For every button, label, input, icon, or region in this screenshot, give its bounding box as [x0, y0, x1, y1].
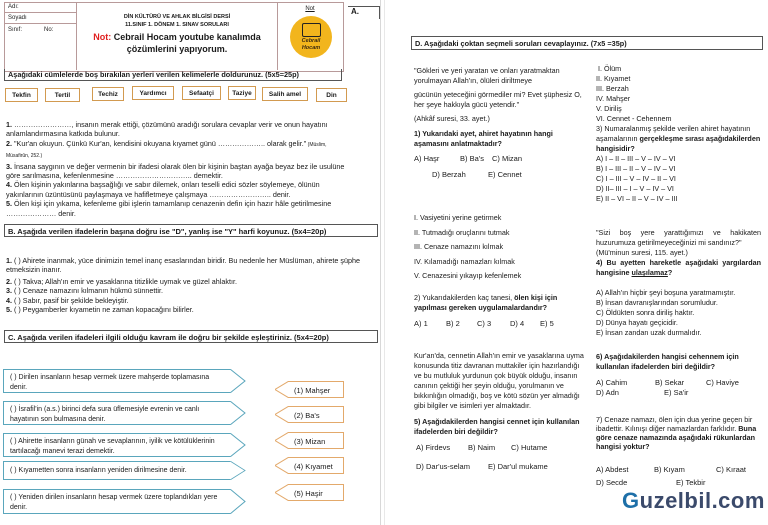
word-box: Din — [316, 88, 347, 102]
passage: Kur'an'da, cennetin Allah'ın emir ve yasaklarına uyma konusunda titiz davranan muttakiler için hazırlandığı ve bu mutluluk yurdunun çok büyük olduğu, insanın canının çektiği her şeyin olduğu, yorulmanın ve bıkkınlığın olmadığı, boş ve kötü sözün yer almadığı gibi bilgiler ve isimleri yer almaktadır. — [414, 351, 584, 410]
option-d[interactable]: D) Adn — [596, 388, 619, 397]
tf-item: 4. ( ) Sabır, pasif bir şekilde bekleyiştir. — [6, 295, 129, 305]
option-b[interactable]: B) 2 — [446, 318, 460, 328]
exam-title — [77, 2, 278, 70]
class-field[interactable]: Sınıf: No: — [4, 24, 76, 36]
option-b[interactable]: B) Naim — [468, 443, 496, 452]
option-a[interactable]: A) Abdest — [596, 465, 629, 474]
question-7 — [596, 415, 761, 488]
arrow-left-icon — [275, 381, 289, 398]
option-d[interactable]: D) Dünya hayatı geçicidir. — [596, 318, 678, 327]
option-e[interactable]: E) Cennet — [488, 170, 522, 179]
option-e[interactable]: E) Sa'ir — [664, 388, 689, 397]
option-b[interactable]: B) Sekar — [655, 378, 685, 387]
option-c[interactable]: C) Kıraat — [716, 465, 747, 474]
arrow-right-icon — [230, 369, 246, 393]
statement-list: I. Vasiyetini yerine getirmek II. Tutmadığı oruçlarını tutmak III. Cenaze namazını kılmak IV. Kılamadığı namazları kılmak V. Cenazesini yıkayıp kefenlemek — [414, 213, 522, 280]
page-divider — [380, 0, 381, 525]
question-text: 2) Yukarıdakilerden kaç tanesi, ölen kişi için yapılması gereken uygulamalardandır? — [414, 292, 558, 312]
question-1: "Gökleri ve yeri yaratan ve onları yaratmaktan yorulmayan Allah'ın, ölüleri diriltmeye gücünün yeteceğini görmediler mi? Evet şüphesiz O, her şeye hakkıyla gücü yetendir." (Ahkâf suresi, 33. ayet.) 1) Yukarıdaki ayet, ahiret hayatının hangi aşamasını anlatmaktadır? A) Haşr B) Ba's C) Mizan D) Berzah E) Cennet — [414, 66, 586, 180]
match-concept: (4) Kıyamet — [288, 457, 344, 474]
arrow-right-icon — [230, 489, 246, 514]
option-a[interactable]: A) Cahim — [596, 378, 628, 387]
question-4 — [596, 228, 761, 338]
option-b[interactable]: B) Ba's — [460, 154, 484, 163]
note-text: Not: Cebrail Hocam youtube kanalımda çözümlerini yapıyorum. — [93, 32, 261, 54]
verse-source: (Ahkâf suresi, 33. ayet.) — [414, 114, 490, 123]
option-b[interactable]: B) I – III – II – V – IV – VI — [596, 164, 676, 173]
tf-item: 1. ( ) Ahirete inanmak, yüce dinimizin temel inanç esaslarından biridir. Bu nedenle her Müslüman, ahirete şüphe etmeksizin inanır. — [6, 256, 360, 275]
question-5 — [414, 351, 584, 472]
exam-subtitle: 11.SINIF 1. DÖNEM 1. SINAV SORULARI — [125, 22, 229, 28]
match-statement: ( ) Dirilen insanların hesap vermek üzere mahşerde toplamasına denir. — [3, 369, 231, 393]
verse: "Sizi boş yere yarattığımızı ve hakikaten huzurumuza getirilmeyeceğinizi mi sandınız?" — [596, 228, 761, 247]
question-6 — [596, 352, 761, 398]
options-row — [414, 462, 584, 472]
option-a[interactable]: A) Allah'ın hiçbir şeyi boşuna yaratmamıştır. — [596, 288, 736, 297]
tf-item: 3. ( ) Cenaze namazını kılmanın hükmü sünnettir. — [6, 286, 164, 296]
section-a-label: A. — [348, 6, 380, 19]
option-b[interactable]: B) İnsan davranışlarından sorumludur. — [596, 298, 718, 307]
option-e[interactable]: E) İnsan zandan uzak durmalıdır. — [596, 328, 702, 337]
arrow-left-icon — [275, 406, 289, 423]
question-3 — [596, 64, 766, 204]
fill-item: 1. ……………………, insanın merak ettiği, çözümünü aradığı sorulara cevaplar verir ve onun hayatını anlamlandırmasına katkıda bulunur. — [6, 120, 328, 139]
options-row — [596, 378, 761, 388]
option-a[interactable]: A) Firdevs — [416, 443, 451, 452]
arrow-right-icon — [230, 401, 246, 425]
course-title: DİN KÜLTÜRÜ VE AHLAK BİLGİSİ DERSİ — [123, 14, 231, 20]
option-d[interactable]: D) Dar'us-selam — [416, 462, 470, 471]
word-box: Sefaatçi — [182, 86, 221, 100]
option-d[interactable]: D) II– III – I – V – IV – VI — [596, 184, 674, 193]
page-divider — [384, 0, 385, 525]
match-concept: (1) Mahşer — [288, 381, 344, 398]
arrow-left-icon — [275, 432, 289, 449]
grade-box — [278, 2, 342, 70]
cebrail-hocam-logo: Cebrail Hocam — [290, 16, 332, 58]
arrow-left-icon — [275, 484, 289, 501]
guzelbil-watermark: Guzelbil.com — [622, 488, 765, 513]
match-concept: (2) Ba's — [288, 406, 344, 423]
question-text: 6) Aşağıdakilerden hangisi cehennem için kullanılan ifadelerden biri değildir? — [596, 352, 739, 371]
match-statement: ( ) Yeniden dirilen insanların hesap vermek üzere toplandıkları yere denir. — [3, 489, 231, 514]
match-concept: (3) Mizan — [288, 432, 344, 449]
match-concept: (5) Haşir — [288, 484, 344, 501]
question-2 — [414, 211, 586, 329]
word-box: Tekfin — [5, 88, 38, 102]
option-e[interactable]: E) II – VI – II – V – IV – III — [596, 194, 678, 203]
options-row — [596, 478, 761, 488]
option-d[interactable]: D) Secde — [596, 478, 628, 487]
tf-item: 2. ( ) Takva; Allah'ın emir ve yasaklarına titizlikle uymak ve güzel ahlaktır. — [6, 276, 237, 286]
option-e[interactable]: E) 5 — [540, 318, 554, 328]
stage-list: I. Ölüm II. Kıyamet III. Berzah IV. Mahşer V. Diriliş VI. Cennet - Cehennem — [596, 64, 672, 123]
option-c[interactable]: C) Mizan — [492, 154, 523, 163]
student-info — [4, 2, 77, 70]
tf-item: 5. ( ) Peygamberler kıyametin ne zaman kopacağını bilirler. — [6, 305, 194, 315]
verse-source: (Mü'minun suresi, 115. ayet.) — [596, 248, 688, 257]
options-row — [414, 443, 584, 453]
option-c[interactable]: C) Öldükten sonra diriliş haktır. — [596, 308, 695, 317]
match-statement: ( ) Ahirette insanların günah ve sevaplarının, iyilik ve kötülüklerinin tartılacağı manevi terazi demektir. — [3, 433, 231, 457]
number-field[interactable]: No: — [44, 27, 54, 33]
true-false-questions — [6, 256, 366, 314]
question-text: 5) Aşağıdakilerden hangisi cennet için kullanılan ifadelerden biri değildir? — [414, 417, 580, 436]
arrow-right-icon — [230, 461, 246, 480]
section-b-title: B. Aşağıda verilen ifadelerin başına doğru ise "D", yanlış ise "Y" harfi koyunuz. (5x4=20p) — [4, 224, 378, 237]
option-c[interactable]: C) Haviye — [706, 378, 739, 387]
option-c[interactable]: C) I – III – V – IV – II – VI — [596, 174, 676, 183]
fill-item: 2. "Kur'an okuyun. Çünkü Kur'an, kendisini okuyana kıyamet günü ……………….. olarak gelir." (Müslim, Müsafirûn, 252.) — [6, 138, 327, 160]
options-row — [414, 170, 586, 180]
fill-item: 4. Ölen kişinin yakınlarına başsağlığı ve sabır dilemek, onları teselli edici sözler söylemeye, ölünün yakınlarının üzüntüsünü paylaşmaya ve hafifletmeye çalışmaya …………………….. denir. — [6, 180, 320, 199]
question-text: 4) Bu ayetten hareketle aşağıdaki yargılardan hangisine ulaşılamaz? — [596, 258, 761, 277]
match-statement: ( ) Kıyametten sonra insanların yeniden dirilmesine denir. — [3, 461, 231, 480]
monitor-icon — [302, 23, 321, 37]
match-statement: ( ) İsrafil'in (a.s.) birinci defa sura üflemesiyle evrenin ve canlı hayatının son bulmasına denir. — [3, 401, 231, 425]
word-box: Salih amel — [262, 87, 308, 101]
word-box: Tertil — [45, 88, 80, 102]
fill-item: 3. İnsana saygının ve değer vermenin bir ifadesi olarak ölen bir kişinin baştan ayağa beyaz bez ile usulüne göre sarılmasına, kefenlenmesine ………………………….. demektir. — [6, 161, 345, 181]
section-a-title: Aşağıdaki cümlelerde boş bırakılan yerleri verilen kelimelerle doldurunuz. (5x5=25p) — [4, 69, 342, 81]
option-e[interactable]: E) Dar'ul mukame — [488, 462, 548, 471]
grade-label: Not — [305, 6, 315, 12]
options-row — [414, 154, 586, 164]
word-box: Taziye — [228, 86, 256, 100]
option-a[interactable]: A) I – II – III – V – IV – VI — [596, 154, 676, 163]
section-c-title: C. Aşağıda verilen ifadeleri ilgili olduğu kavram ile doğru bir şekilde eşleştiriniz. (5x4=20p) — [4, 330, 378, 343]
surname-field[interactable]: Soyadı — [4, 13, 76, 24]
option-d[interactable]: D) 4 — [510, 318, 525, 328]
arrow-right-icon — [230, 433, 246, 457]
arrow-left-icon — [275, 457, 289, 474]
question-text: 7) Cenaze namazı, ölen için dua yerine geçen bir ibadettir. Kılınışı diğer namazlardan farklıdır. Buna göre cenaze namazında aşağıdaki rükunlardan hangisi yoktur? — [596, 415, 757, 451]
option-e[interactable]: E) Tekbir — [676, 478, 706, 487]
word-box: Techiz — [92, 87, 124, 101]
options-list — [596, 288, 761, 338]
fill-in-questions — [6, 120, 351, 218]
name-field[interactable]: Adı: — [4, 2, 76, 13]
option-a[interactable]: A) 1 — [414, 318, 428, 328]
option-a[interactable]: A) Haşr — [414, 154, 440, 163]
question-text: 1) Yukarıdaki ayet, ahiret hayatının hangi aşamasını anlatmaktadır? — [414, 129, 553, 148]
fill-item: 5. Ölen kişi için yıkama, kefenleme gibi işlerin tamamlanıp cenazenin defin için hazır hâle getirilmesine ………………… denir. — [6, 199, 332, 218]
option-b[interactable]: B) Kıyam — [654, 465, 685, 474]
options-row — [596, 388, 761, 398]
option-c[interactable]: C) Hutame — [511, 443, 548, 452]
options-row — [414, 319, 586, 329]
question-text: 3) Numaralanmış şekilde verilen ahiret hayatının aşamalarının gerçekleşme sırası aşağıdakilerden hangisidir? — [596, 124, 761, 153]
options-row — [596, 465, 761, 475]
section-d-title: D. Aşağıdaki çoktan seçmeli soruları cevaplayınız. (7x5 =35p) — [411, 36, 763, 50]
word-box: Yardımcı — [132, 86, 174, 100]
option-d[interactable]: D) Berzah — [432, 170, 466, 179]
option-c[interactable]: C) 3 — [477, 318, 492, 328]
